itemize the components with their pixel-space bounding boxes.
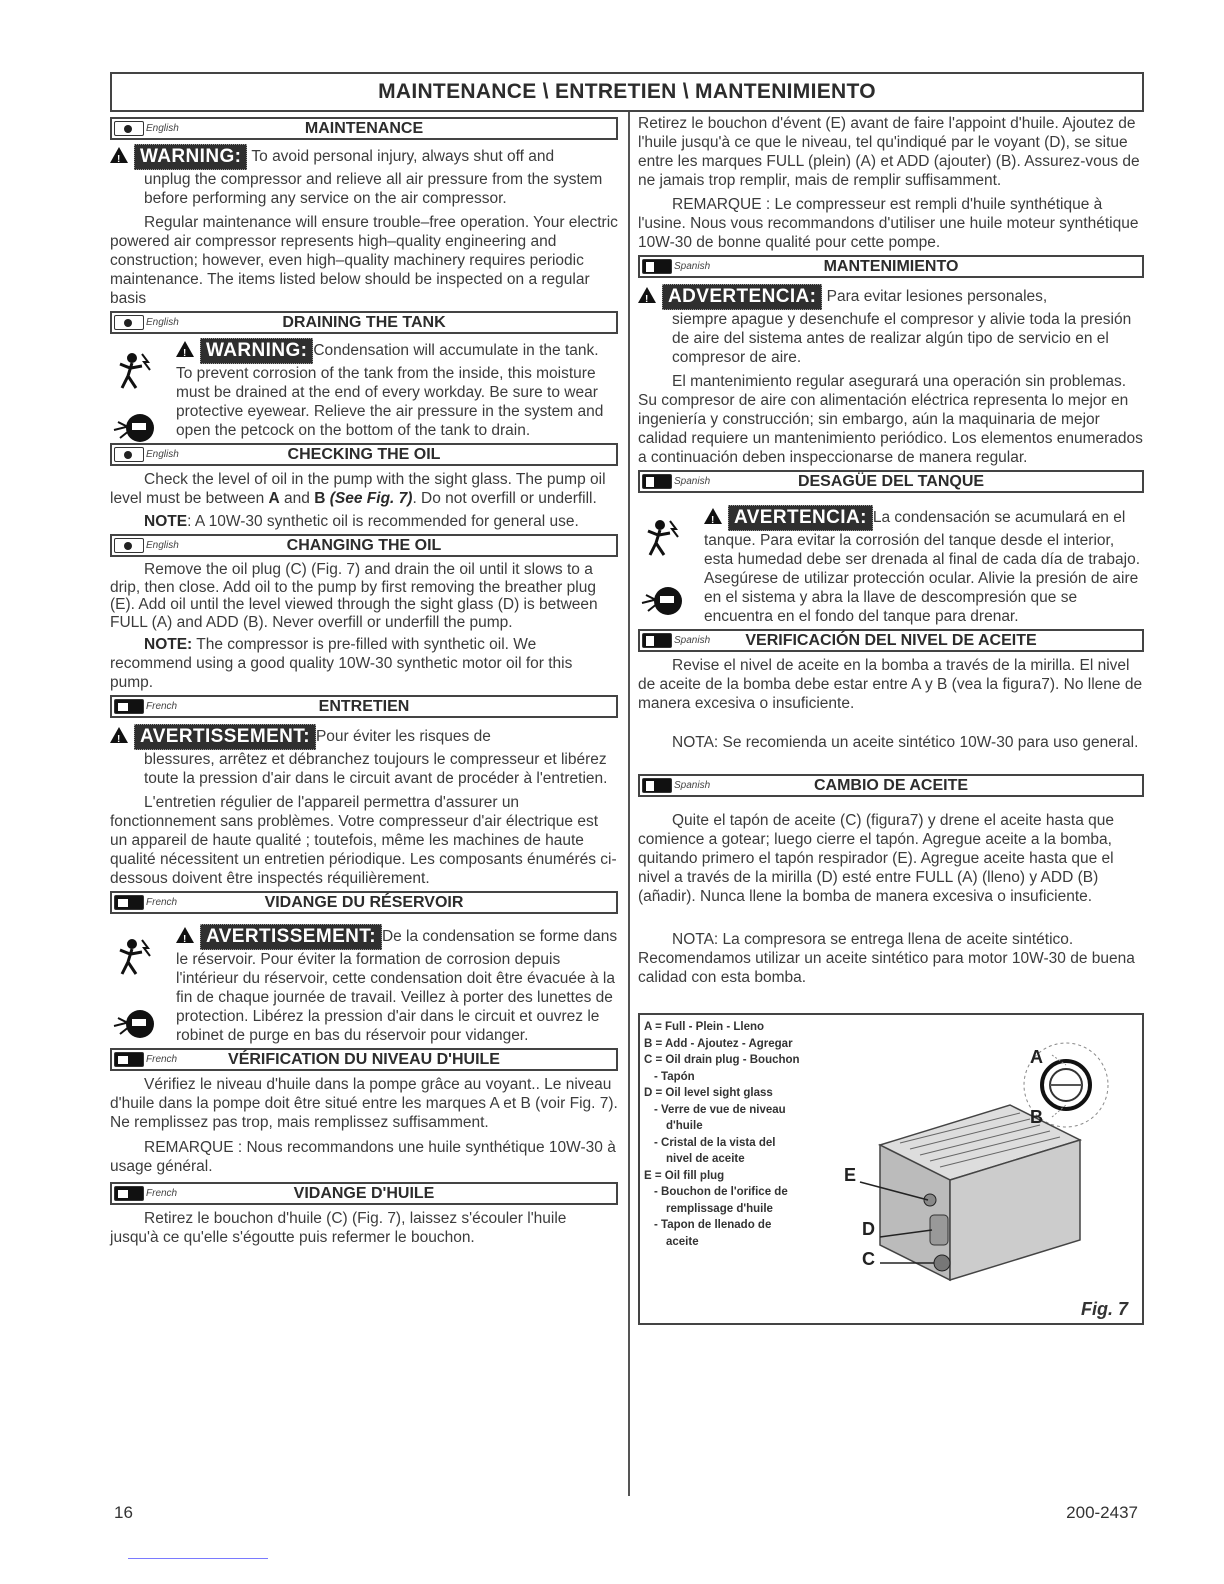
section-heading-mantenimiento: Spanish MANTENIMIENTO bbox=[638, 255, 1144, 278]
section-heading-checking-oil: English CHECKING THE OIL bbox=[110, 443, 618, 466]
electric-shock-icon bbox=[112, 348, 156, 392]
eye-protection-icon bbox=[112, 1002, 158, 1046]
paragraph: Retirez le bouchon d'évent (E) avant de faire l'appoint d'huile. Ajoutez de l'huile jusqu'à ce que le niveau, tel qu'indiqué par le voyant (D), se situe entre les marques FULL (plein) (A) et ADD (ajouter) (B). Assurez-vous de ne jamais trop remplir, mais de remplir suffisamment. bbox=[638, 115, 1140, 189]
language-tag-spanish: Spanish bbox=[642, 778, 734, 793]
warning-maintenance: !WARNING: To avoid personal injury, always shut off and bbox=[110, 144, 618, 170]
legend-line: - Tapón bbox=[654, 1070, 695, 1083]
warning-triangle-icon bbox=[704, 508, 722, 524]
paragraph: Remove the oil plug (C) (Fig. 7) and drain the oil until it slows to a drip, then close. Add oil to the pump by first removing the breather plug (E). Add oil until the level viewed through the sight glass (D) is between FULL (A) and ADD (B). Never overfill or underfill the pump. bbox=[110, 561, 598, 631]
left-column bbox=[110, 114, 618, 1247]
document-number: 200-2437 bbox=[1066, 1503, 1138, 1522]
warning-triangle-icon bbox=[110, 147, 128, 163]
english-flag-icon bbox=[114, 538, 144, 553]
callout-d: D bbox=[862, 1219, 875, 1239]
note: REMARQUE : Nous recommandons une huile synthétique 10W-30 à usage général. bbox=[110, 1139, 616, 1175]
page-number: 16 bbox=[114, 1503, 133, 1522]
english-flag-icon bbox=[114, 121, 144, 136]
legend-line: - Verre de vue de niveau bbox=[654, 1103, 786, 1116]
decorative-underline bbox=[128, 1558, 268, 1559]
language-tag-english: English bbox=[114, 315, 206, 330]
language-tag-english: English bbox=[114, 447, 206, 462]
note: NOTA: Se recomienda un aceite sintético 10W-30 para uso general. bbox=[672, 734, 1139, 751]
legend-line: - Tapon de llenado de bbox=[654, 1219, 772, 1231]
language-tag-french: French bbox=[114, 1052, 206, 1067]
warning-triangle-icon bbox=[176, 927, 194, 943]
figure-legend bbox=[644, 1019, 844, 1250]
legend-line: remplissage d'huile bbox=[666, 1202, 773, 1215]
spanish-flag-icon bbox=[642, 259, 672, 274]
warning-desague-tanque bbox=[638, 505, 1144, 626]
french-flag-icon bbox=[114, 1052, 144, 1067]
eye-protection-icon bbox=[640, 579, 686, 623]
callout-c: C bbox=[862, 1249, 875, 1269]
warning-text: siempre apague y desenchufe el compresor y alivie toda la presión de aire del sistema antes de realizar algún tipo de servicio en el compresor de aire. bbox=[672, 311, 1132, 366]
language-tag-english: English bbox=[114, 121, 206, 136]
warning-entretien: !AVERTISSEMENT: Pour éviter les risques de bbox=[110, 724, 618, 750]
manual-page bbox=[110, 72, 1144, 1522]
warning-text: blessures, arrêtez et débranchez toujours le compresseur et libérez toute la pression d'air dans le circuit avant de procéder à l'entretien. bbox=[144, 751, 608, 787]
callout-a: A bbox=[1030, 1047, 1043, 1067]
language-tag-french: French bbox=[114, 1186, 206, 1201]
warning-triangle-icon bbox=[176, 341, 194, 357]
legend-line: aceite bbox=[666, 1235, 699, 1248]
legend-line: A = Full - Plein - Lleno bbox=[644, 1021, 765, 1033]
language-tag-spanish: Spanish bbox=[642, 259, 734, 274]
warning-badge: ADVERTENCIA: bbox=[662, 284, 822, 310]
paragraph: Revise el nivel de aceite en la bomba a través de la mirilla. El nivel de aceite de la bomba debe estar entre A y B (vea la figura7). No llene de manera excesiva o insuficiente. bbox=[638, 657, 1143, 712]
warning-badge: WARNING: bbox=[134, 144, 247, 170]
callout-e: E bbox=[844, 1165, 857, 1185]
paragraph: Retirez le bouchon d'huile (C) (Fig. 7), laissez s'écouler l'huile jusqu'à ce qu'elle s'égoutte puis refermer le bouchon. bbox=[110, 1210, 567, 1246]
spanish-flag-icon bbox=[642, 474, 672, 489]
paragraph: Quite el tapón de aceite (C) (figura7) y drene el aceite hasta que comience a gotear; luego cierre el tapón. Agregue aceite a la bomba, quitando primero el tapón respirador (E). Agregue aceite hasta que el nivel a través de la mirilla (D) esté entre FULL (A) (lleno) y ADD (B) (añadir). Nunca llene la bomba de manera excesiva o insuficiente. bbox=[638, 812, 1115, 905]
legend-line: - Bouchon de l'orifice de bbox=[654, 1186, 788, 1198]
warning-vidange-reservoir bbox=[110, 924, 618, 1045]
legend-line: d'huile bbox=[666, 1120, 703, 1132]
section-heading-vidange-huile: French VIDANGE D'HUILE bbox=[110, 1182, 618, 1205]
warning-text: Condensation will accumulate in the tank. To prevent corrosion of the tank from the inside, this moisture must be drained at the end of every workday. Be sure to wear protective eyewear. Relieve the air pressure in the system and open the petcock on the bottom of the tank to drain. bbox=[176, 342, 604, 439]
section-heading-desague-tanque: Spanish DESAGÜE DEL TANQUE bbox=[638, 470, 1144, 493]
legend-line: B = Add - Ajoutez - Agregar bbox=[644, 1037, 793, 1050]
section-heading-draining-tank: English DRAINING THE TANK bbox=[110, 311, 618, 334]
legend-line: E = Oil fill plug bbox=[644, 1169, 725, 1182]
paragraph: El mantenimiento regular asegurará una operación sin problemas. Su compresor de aire con alimentación eléctrica representa lo mejor en ingeniería y construcción; sin embargo, aún la maquinaria de mejor calidad requiere un mantenimiento periódico. Los elementos enumerados a continuación deben inspeccionarse de manera regular. bbox=[638, 373, 1143, 466]
note: REMARQUE : Le compresseur est rempli d'huile synthétique à l'usine. Nous vous recommandons d'utiliser une huile moteur synthétique 10W-30 de bonne qualité pour cette pompe. bbox=[638, 196, 1139, 251]
note: NOTE: The compressor is pre-filled with synthetic oil. We recommend using a good quality 10W-30 synthetic motor oil for this pump. bbox=[110, 636, 573, 691]
compressor-pump-illustration bbox=[830, 1025, 1140, 1315]
french-flag-icon bbox=[114, 699, 144, 714]
legend-line: - Cristal de la vista del bbox=[654, 1136, 776, 1149]
language-tag-spanish: Spanish bbox=[642, 633, 734, 648]
warning-badge: AVERTISSEMENT: bbox=[134, 724, 316, 750]
language-tag-spanish: Spanish bbox=[642, 474, 734, 489]
paragraph: Vérifiez le niveau d'huile dans la pompe grâce au voyant.. Le niveau d'huile dans la pompe doit être situé entre les marques A et B (voir Fig. 7). Ne remplissez pas trop, mais remplissez suffisamment. bbox=[110, 1076, 618, 1131]
language-tag-french: French bbox=[114, 699, 206, 714]
right-column bbox=[638, 114, 1144, 1325]
note: NOTA: La compresora se entrega llena de aceite sintético. Recomendamos utilizar un aceite sintético para motor 10W-30 de buena calidad con esta bomba. bbox=[638, 931, 1135, 986]
callout-b: B bbox=[1030, 1107, 1043, 1127]
paragraph: L'entretien régulier de l'appareil permettra d'assurer un fonctionnement sans problèmes. Votre compresseur d'air électrique est un appareil de haute qualité ; toutefois, même les machines de haute qualité nécessitent un entretien périodique. Les composants énumérés ci-dessous doivent être inspectés réquilièrement. bbox=[110, 794, 617, 887]
section-heading-entretien: French ENTRETIEN bbox=[110, 695, 618, 718]
language-tag-english: English bbox=[114, 538, 206, 553]
warning-triangle-icon bbox=[638, 287, 656, 303]
paragraph: Check the level of oil in the pump with the sight glass. The pump oil level must be between A and B (See Fig. 7). Do not overfill or underfill. bbox=[110, 471, 606, 507]
section-heading-cambio-aceite: Spanish CAMBIO DE ACEITE bbox=[638, 774, 1144, 797]
figure-caption: Fig. 7 bbox=[1080, 1298, 1128, 1319]
electric-shock-icon bbox=[112, 934, 156, 978]
legend-line: nivel de aceite bbox=[666, 1153, 745, 1165]
spanish-flag-icon bbox=[642, 633, 672, 648]
section-heading-changing-oil: English CHANGING THE OIL bbox=[110, 534, 618, 557]
warning-draining-tank bbox=[110, 338, 618, 440]
warning-badge: AVERTISSEMENT: bbox=[200, 924, 382, 950]
warning-mantenimiento: !ADVERTENCIA: Para evitar lesiones personales, bbox=[638, 284, 1144, 310]
english-flag-icon bbox=[114, 315, 144, 330]
section-heading-verification-niveau: French VÉRIFICATION DU NIVEAU D'HUILE bbox=[110, 1048, 618, 1071]
legend-line: C = Oil drain plug - Bouchon bbox=[644, 1054, 800, 1066]
page-title: MAINTENANCE \ ENTRETIEN \ MANTENIMIENTO bbox=[110, 72, 1144, 112]
section-heading-vidange-reservoir: French VIDANGE DU RÉSERVOIR bbox=[110, 891, 618, 914]
warning-badge: AVERTENCIA: bbox=[728, 505, 873, 531]
french-flag-icon bbox=[114, 1186, 144, 1201]
french-flag-icon bbox=[114, 895, 144, 910]
column-divider bbox=[628, 112, 630, 1496]
section-heading-verificacion-nivel: Spanish VERIFICACIÓN DEL NIVEL DE ACEITE bbox=[638, 629, 1144, 652]
language-tag-french: French bbox=[114, 895, 206, 910]
english-flag-icon bbox=[114, 447, 144, 462]
note: NOTE: A 10W-30 synthetic oil is recommended for general use. bbox=[144, 513, 579, 530]
electric-shock-icon bbox=[640, 515, 684, 559]
warning-text: De la condensation se forme dans le réservoir. Pour éviter la formation de corrosion depuis l'intérieur du réservoir, cette condensation doit être évacuée à la fin de chaque journée de travail. Veillez à porter des lunettes de protection. Libérez la pression d'air dans le circuit et ouvrez le robinet de purge en bas du réservoir pour vidanger. bbox=[176, 928, 618, 1044]
warning-triangle-icon bbox=[110, 727, 128, 743]
section-heading-maintenance: English MAINTENANCE bbox=[110, 117, 618, 140]
legend-line: D = Oil level sight glass bbox=[644, 1087, 773, 1099]
figure-7 bbox=[638, 1013, 1144, 1325]
paragraph: Regular maintenance will ensure trouble–free operation. Your electric powered air compressor represents high–quality engineering and construction; however, even high–quality machinery requires periodic maintenance. The items listed below should be inspected on a regular basis bbox=[110, 214, 618, 307]
warning-text: unplug the compressor and relieve all air pressure from the system before performing any service on the air compressor. bbox=[144, 171, 603, 207]
spanish-flag-icon bbox=[642, 778, 672, 793]
warning-badge: WARNING: bbox=[200, 338, 313, 364]
warning-text: La condensación se acumulará en el tanque. Para evitar la corrosión del tanque desde el interior, esta humedad debe ser drenada al final de cada día de trabajo. Asegúrese de utilizar protección ocular. Alivie la presión de aire en el sistema y abra la llave de descompresión que se encuentra en el fondo del tanque para drenar. bbox=[704, 509, 1141, 625]
